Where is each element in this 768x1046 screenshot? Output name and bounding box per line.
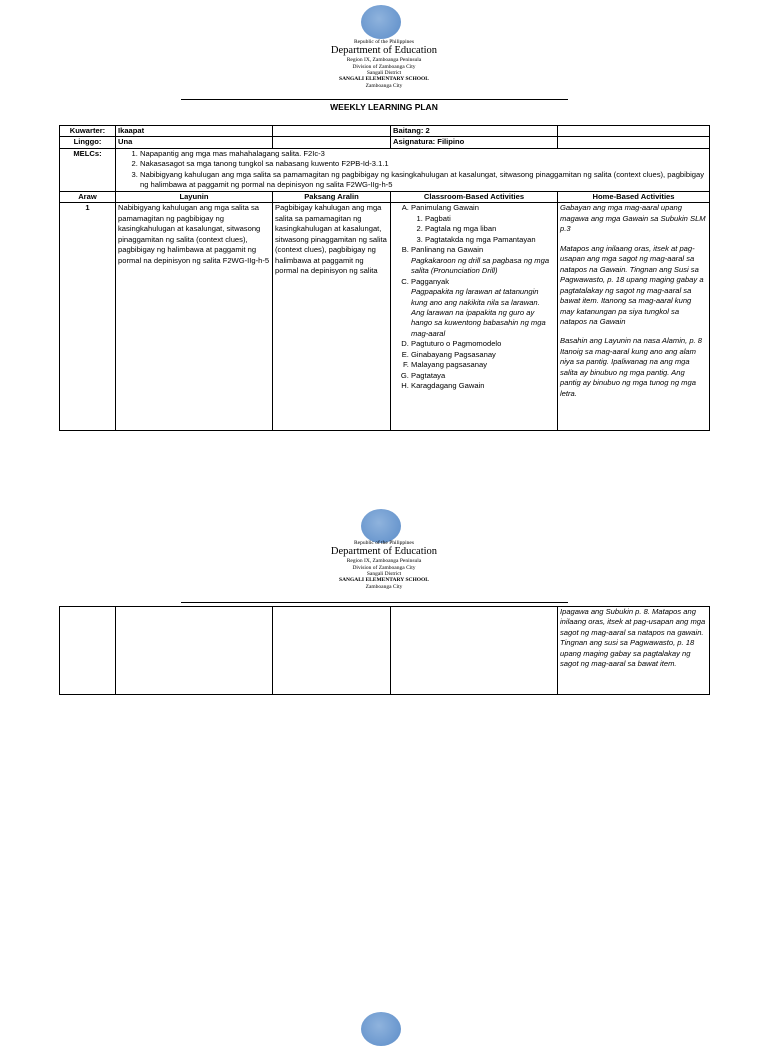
activity-item: D. Pagtuturo o Pagmomodelo <box>411 339 555 349</box>
sub-activity-item: 2. Pagtala ng mga liban <box>425 224 555 234</box>
district-line: Sangali District <box>366 70 402 76</box>
kuwarter-row <box>60 126 710 137</box>
col-araw: Araw <box>60 191 116 202</box>
header-divider <box>181 602 568 603</box>
activity-label: Panimulang Gawain <box>411 203 479 213</box>
division-line: Division of Zamboanga City <box>352 63 416 70</box>
col-home-based: Home-Based Activities <box>558 191 710 202</box>
department-name: Department of Education <box>330 546 438 558</box>
home-paragraph: Gabayan ang mga mag-aaral upang magawa ang mga Gawain sa Subukin SLM p.3 <box>560 203 706 234</box>
paksang-aralin-cell: Pagbibigay kahulugan ang mga salita sa pamamagitan ng kasingkahulugan at kasalungat, sitwasong pinaggamitan ng salita (context clues), pagbibigay ng halimbawa at paggamit ng pormal na depinisyon ng salita <box>273 203 391 431</box>
deped-seal-logo <box>361 1012 401 1046</box>
col-paksang-aralin: Paksang Aralin <box>273 191 391 202</box>
melcs-list <box>118 149 707 191</box>
col-classroom-based: Classroom-Based Activities <box>391 191 558 202</box>
empty-cell <box>60 607 116 695</box>
empty-cell <box>116 607 273 695</box>
region-line: Region IX, Zamboanga Peninsula <box>346 57 422 64</box>
linggo-row <box>60 137 710 148</box>
empty-cell <box>558 126 710 137</box>
linggo-label: Linggo: <box>60 137 116 148</box>
melcs-list-cell <box>116 148 710 191</box>
empty-cell <box>273 126 391 137</box>
empty-cell <box>273 137 391 148</box>
sub-activity-item: 3. Pagtatakda ng mga Pamantayan <box>425 235 555 245</box>
asignatura: Asignatura: Filipino <box>391 137 558 148</box>
empty-cell <box>391 607 558 695</box>
district-line: Sangali District <box>366 571 402 577</box>
empty-cell <box>558 137 710 148</box>
melc-item: 2. Nakasasagot sa mga tanong tungkol sa nabasang kuwento F2PB-Id-3.1.1 <box>140 159 707 169</box>
melc-item: 3. Nabibigyang kahulugan ang mga salita sa pamamagitan ng pagbibigay ng kasingkahulugan at kasalungat, sitwasong pinaggamitan ng salita (context clues), pagbibigay ng halimbawa at paggamit ng pormal na depinisyon ng salita F2WG-IIg-h-5 <box>140 170 707 191</box>
learning-plan-table <box>59 125 710 431</box>
learning-plan-table-continued <box>59 606 710 695</box>
home-activities-cell <box>558 203 710 431</box>
activity-item: E. Ginabayang Pagsasanay <box>411 350 555 360</box>
region-line: Region IX, Zamboanga Peninsula <box>346 558 422 565</box>
linggo-value: Una <box>116 137 273 148</box>
kuwarter-value: Ikaapat <box>116 126 273 137</box>
letterhead <box>0 39 768 89</box>
document-title: WEEKLY LEARNING PLAN <box>330 102 438 112</box>
empty-cell <box>273 607 391 695</box>
activity-item <box>411 245 555 276</box>
city-line: Zamboanga City <box>365 82 403 89</box>
department-name: Department of Education <box>330 45 438 57</box>
activity-item: F. Malayang pagsasanay <box>411 360 555 370</box>
kuwarter-label: Kuwarter: <box>60 126 116 137</box>
activity-item: G. Pagtataya <box>411 371 555 381</box>
sub-activity-list <box>411 214 555 245</box>
activity-item <box>411 203 555 245</box>
deped-seal-logo <box>361 509 401 543</box>
melcs-label: MELCs: <box>60 148 116 191</box>
layunin-cell: Nabibigyang kahulugan ang mga salita sa pamamagitan ng pagbibigay ng kasingkahulugan at kasalungat, sitwasong pinaggamitan ng salita (context clues), pagbibigay ng halimbawa at paggamit ng pormal na depinisyon ng salita F2WG-IIg-h-5 <box>116 203 273 431</box>
republic-line: Republic of the Philippines <box>353 540 415 546</box>
activity-item: H. Karagdagang Gawain <box>411 381 555 391</box>
page-2 <box>0 500 768 1000</box>
deped-seal-logo <box>361 5 401 39</box>
school-name: SANGALI ELEMENTARY SCHOOL <box>339 577 429 584</box>
activity-note: Pagpapakita ng larawan at tatanungin kung ano ang nakikita nila sa larawan. Ang larawan na ipapakita ng guro ay hango sa kuwentong babasahin ng mga mag-aaral <box>411 287 546 338</box>
activity-note: Pagkakaroon ng drill sa pagbasa ng mga salita (Pronunciation Drill) <box>411 255 550 276</box>
home-paragraph: Basahin ang Layunin na nasa Alamin, p. 8 Itanoig sa mag-aaral kung ano ang alam niya sa pantig. Ipaliwanag na ang mga salita ay binubuo ng mga pantig. Ang pantig ay binubuo ng mga tunog ng mga letra. <box>560 336 702 398</box>
araw-value: 1 <box>60 203 116 431</box>
col-layunin: Layunin <box>116 191 273 202</box>
home-paragraph: Matapos ang inilaang oras, itsek at pag-usapan ang mga sagot ng mag-aaral sa natapos na Gawain. Tingnan ang Susi sa Pagwawasto, p. 18 upang maging gabay a pagtatalakay ng sagot ng mag-aaral sa bawat item. Itanong sa mag-aaral kung may katanungan pa siya tungkol sa natapos na Gawain <box>560 243 704 326</box>
letterhead <box>0 540 768 590</box>
column-header-row <box>60 191 710 202</box>
classroom-activity-list <box>393 203 555 391</box>
school-name: SANGALI ELEMENTARY SCHOOL <box>339 76 429 83</box>
sub-activity-item: 1. Pagbati <box>425 214 555 224</box>
continued-row <box>60 607 710 695</box>
activity-label: Panlinang na Gawain <box>411 245 484 255</box>
republic-line: Republic of the Philippines <box>353 39 415 45</box>
page-1 <box>0 0 768 500</box>
city-line: Zamboanga City <box>365 583 403 590</box>
day-1-row <box>60 203 710 431</box>
activity-item <box>411 277 555 340</box>
melc-item: 1. Napapantig ang mga mas mahahalagang salita. F2Ic-3 <box>140 149 707 159</box>
activity-label: Pagganyak <box>411 276 449 286</box>
melcs-row <box>60 148 710 191</box>
baitang: Baitang: 2 <box>391 126 558 137</box>
header-divider <box>181 99 568 100</box>
division-line: Division of Zamboanga City <box>352 564 416 571</box>
home-activities-cell: Ipagawa ang Subukin p. 8. Matapos ang inilaang oras, itsek at pag-usapan ang mga sagot ng mag-aaral sa natapos na gawain. Tingnan ang susi sa Pagwawasto, p. 18 upang maging gabay sa pagtalakay ng sagot ng mag-aaral sa bawat item. <box>558 607 710 695</box>
classroom-activities-cell <box>391 203 558 431</box>
